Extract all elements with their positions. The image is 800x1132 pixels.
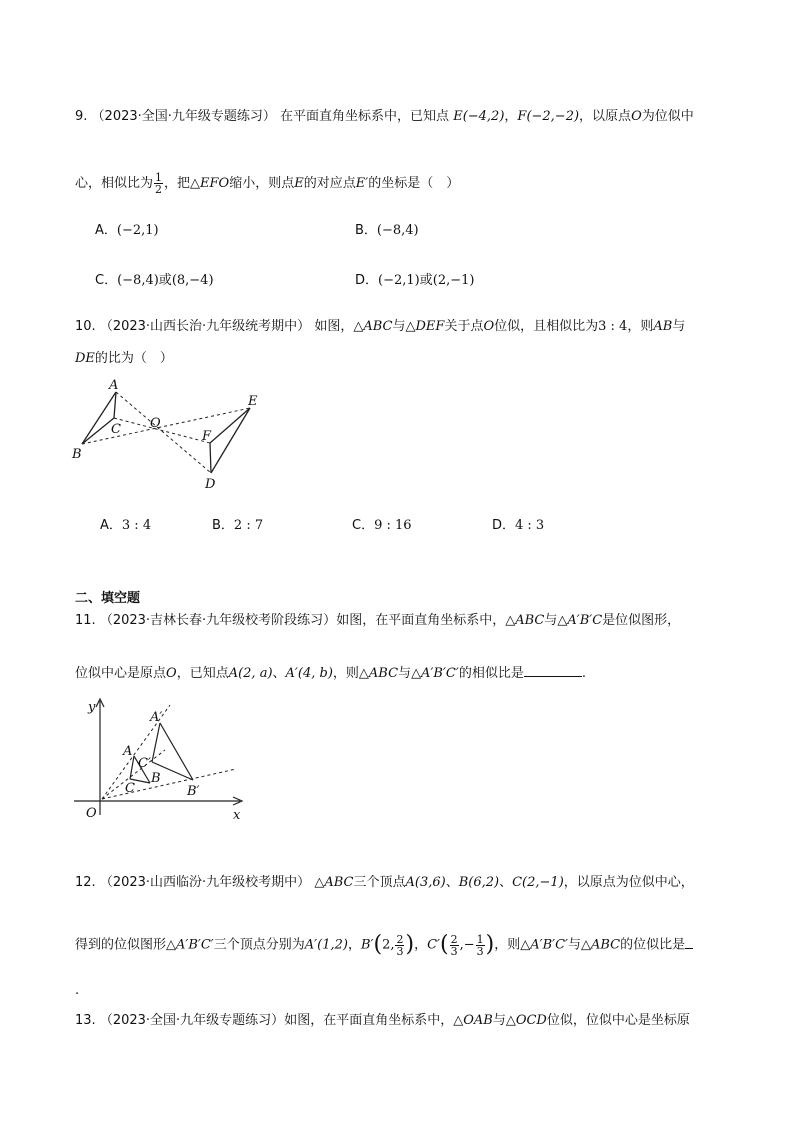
q11-triangle: △ABC (358, 666, 399, 681)
option-value: (−8,4) (376, 223, 419, 238)
q12-line2 (75, 930, 693, 961)
label-y: y (88, 700, 96, 715)
q13-text: 位似，位似中心是坐标原 (546, 1013, 690, 1028)
option-or: 或 (419, 273, 433, 288)
q11-text: ，已知点 (176, 666, 229, 681)
q9-point-e: E(−4,2) (453, 109, 505, 124)
option-value: (−2,1) (378, 273, 420, 288)
q11-line1 (75, 612, 680, 630)
q12-point-a: A(3,6) (405, 875, 446, 890)
segment-de (211, 408, 250, 473)
q11-triangle: △A′B′C′ (411, 666, 459, 681)
q11-text: . (581, 666, 586, 681)
q10-text: 与 (392, 319, 406, 334)
q12-triangle: △ABC (581, 937, 621, 953)
q9-text: 缩小，则点 (229, 176, 295, 191)
option-value: (−8,4) (117, 273, 159, 288)
q10-ratio: 3 : 4 (598, 319, 628, 334)
dashed-ad (116, 392, 211, 473)
option-label: A． (95, 223, 117, 238)
q12-line1 (75, 874, 694, 892)
option-value: 9 : 16 (374, 518, 412, 533)
q10-segment: DE (75, 351, 95, 366)
q9-source: （2023·全国·九年级专题练习） (91, 109, 276, 124)
q13-triangle: △OCD (505, 1013, 547, 1028)
q12-text: 三个顶点分别为 (213, 937, 305, 953)
label-o: O (150, 416, 161, 431)
option-label: C． (95, 273, 118, 288)
q12-sep: 、 (445, 875, 459, 890)
q12-triangle: △ABC (314, 875, 354, 890)
q12-text: 与 (567, 937, 581, 953)
q10-text: 的比为（ ） (94, 351, 173, 366)
q12-point-aprime: A′(1,2) (304, 937, 348, 953)
q11-triangle: △ABC (505, 613, 545, 628)
option-value: (2,−1) (432, 273, 475, 288)
q9-ratio-fraction (154, 172, 163, 195)
q10-source: （2023·山西长治·九年级统考期中） (99, 319, 311, 334)
option-label: A． (100, 518, 122, 533)
q12-coordinate: 2, (382, 937, 395, 953)
q11-point-a: A(2, a) (228, 666, 273, 681)
dashed-cf (114, 418, 210, 443)
q12-text: 得到的位似图形 (75, 937, 167, 953)
q10-text: 与 (672, 319, 686, 334)
label-aprime: A′ (150, 710, 163, 725)
q10-number: 10. (75, 319, 96, 334)
segment-aprime-bprime (160, 723, 193, 780)
q10-option-d[interactable] (492, 517, 544, 535)
q12-text: ，以原点为位似中心， (563, 875, 694, 890)
q12-sep: 、 (499, 875, 513, 890)
q12-fraction (450, 934, 459, 957)
label-f: F (202, 429, 212, 444)
q10-text: 关于点 (444, 319, 484, 334)
option-label: D． (355, 273, 379, 288)
q11-triangle: △A′B′C (557, 613, 603, 628)
option-label: B． (212, 518, 234, 533)
label-c: C (125, 781, 135, 796)
label-a: A (109, 378, 119, 393)
q13-source: （2023·全国·九年级专题练习） (99, 1013, 285, 1028)
section-heading: 二、填空题 (75, 591, 141, 606)
q10-text: ，则 (627, 319, 654, 334)
q9-text: 的对应点 (303, 176, 356, 191)
q12-point-cprime: C′ (427, 937, 440, 953)
q9-option-a[interactable] (95, 222, 159, 240)
segment-fd (210, 443, 211, 473)
label-bprime: B′ (187, 784, 200, 799)
q9-point-f: F(−2,−2) (517, 109, 580, 124)
q11-source: （2023·吉林长春·九年级校考阶段练习） (99, 613, 337, 628)
q12-text: 三个顶点 (353, 875, 406, 890)
q9-text: 的坐标是（ ） (368, 176, 460, 191)
segment-bc (82, 418, 114, 444)
label-d: D (205, 477, 216, 490)
q9-number: 9. (75, 109, 88, 124)
q9-line2 (75, 172, 459, 195)
q13-text: 与 (492, 1013, 506, 1028)
option-value: 4 : 3 (515, 518, 545, 533)
option-value: (8,−4) (171, 273, 214, 288)
q12-text: 的位似比是 (620, 937, 686, 953)
q9-origin: O (631, 109, 642, 124)
option-or: 或 (158, 273, 172, 288)
option-label: C． (352, 518, 375, 533)
q11-text: 是位似图形， (602, 613, 681, 628)
q9-triangle: △EFO (190, 176, 230, 191)
fraction-denominator: 3 (396, 944, 404, 958)
q12-line3 (75, 982, 79, 1000)
q9-line1 (75, 108, 694, 126)
q11-text: 位似中心是原点 (75, 666, 167, 681)
q9-point-label: E (294, 176, 304, 191)
q10-text: 位似，且相似比为 (494, 319, 599, 334)
q9-option-b[interactable] (355, 222, 419, 240)
q12-paren-close: ) (485, 932, 495, 957)
label-cprime: C′ (138, 756, 151, 771)
q12-sep: ， (347, 937, 361, 953)
q11-number: 11. (75, 613, 96, 628)
option-label: B． (355, 223, 377, 238)
q10-figure (70, 375, 270, 490)
fraction-numerator: 1 (155, 171, 163, 184)
q9-sep: ， (504, 109, 518, 124)
segment-ef (210, 408, 250, 443)
q11-text: 的相似比是 (458, 666, 524, 681)
q11-text: ，则 (332, 666, 359, 681)
label-x: x (233, 808, 241, 823)
option-value: 2 : 7 (233, 518, 264, 533)
q12-answer-blank[interactable] (685, 936, 693, 949)
q10-triangle: △DEF (405, 319, 445, 334)
q12-point-b: B(6,2) (458, 875, 500, 890)
fraction-denominator: 2 (155, 183, 163, 196)
q10-triangle: △ABC (353, 319, 393, 334)
label-b: B (151, 771, 161, 786)
q10-option-a[interactable] (100, 517, 151, 535)
q11-text: 与 (398, 666, 412, 681)
q11-text: 如图，在平面直角坐标系中， (336, 613, 506, 628)
q12-fraction (395, 934, 404, 957)
q10-text: 如图， (314, 319, 354, 334)
q11-text: 、 (272, 666, 286, 681)
label-o: O (86, 806, 97, 821)
q9-text: 在平面直角坐标系中，已知点 (280, 109, 450, 124)
q11-answer-blank[interactable] (524, 664, 582, 677)
option-label: D． (492, 518, 516, 533)
q12-point-bprime: B′ (360, 937, 374, 953)
q12-source: （2023·山西临汾·九年级校考期中） (99, 875, 311, 890)
q9-option-c[interactable] (95, 272, 214, 290)
q9-option-d[interactable] (355, 272, 474, 290)
q9-point-label: E′ (355, 176, 369, 191)
q12-number: 12. (75, 875, 96, 890)
q11-figure (70, 695, 250, 825)
q13-text: 如图，在平面直角坐标系中， (284, 1013, 454, 1028)
q11-line2 (75, 664, 586, 683)
q12-sep: ， (414, 937, 428, 953)
q12-paren-close: ) (405, 932, 415, 957)
q12-fraction (476, 934, 485, 957)
q13-line1 (75, 1012, 690, 1030)
q10-line1 (75, 318, 685, 336)
q12-paren-open: ( (440, 932, 449, 957)
fraction-denominator: 3 (476, 944, 484, 958)
option-value: (−2,1) (116, 223, 159, 238)
q9-text: ，把 (164, 176, 191, 191)
fraction-numerator: 2 (450, 932, 458, 946)
segment-ac (114, 392, 116, 418)
q9-text: 为位似中 (641, 109, 694, 124)
q12-triangle: △A′B′C′ (166, 937, 214, 953)
fraction-numerator: 1 (476, 932, 484, 946)
dashed-be (82, 408, 250, 444)
fraction-denominator: 3 (450, 944, 458, 958)
q10-segment: AB (653, 319, 673, 334)
q12-point-c: C(2,−1) (512, 875, 564, 890)
q13-number: 13. (75, 1013, 96, 1028)
label-c: C (111, 422, 121, 437)
q12-text: ，则 (494, 937, 521, 953)
q10-point-label: O (483, 319, 495, 334)
q12-triangle: △A′B′C′ (520, 937, 568, 953)
q10-option-c[interactable] (352, 517, 412, 535)
q10-line2 (75, 350, 173, 368)
q9-text: 心，相似比为 (75, 176, 154, 191)
option-value: 3 : 4 (121, 518, 152, 533)
q9-text: ，以原点 (579, 109, 632, 124)
fraction-numerator: 2 (396, 932, 404, 946)
label-e: E (248, 394, 258, 409)
q11-text: 与 (544, 613, 558, 628)
q11-origin: O (166, 666, 177, 681)
q10-option-b[interactable] (212, 517, 263, 535)
label-b: B (72, 447, 82, 462)
q13-triangle: △OAB (453, 1013, 493, 1028)
label-a: A (123, 744, 133, 759)
q11-point-aprime: A′(4, b) (285, 666, 333, 681)
q12-paren-open: ( (373, 932, 383, 957)
q12-coordinate: ,− (459, 937, 475, 953)
q12-text: . (75, 983, 80, 998)
